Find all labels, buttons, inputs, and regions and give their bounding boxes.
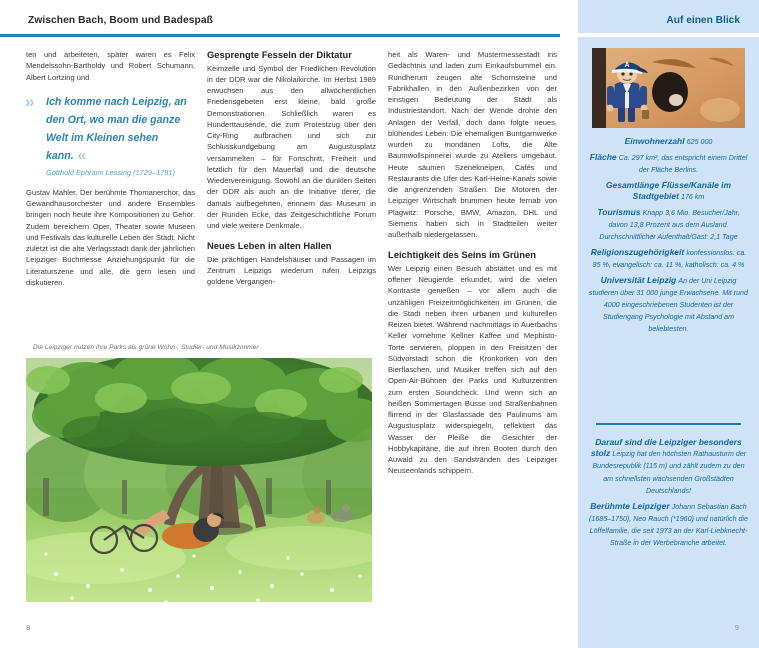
fact-item: [588, 207, 749, 244]
pull-quote: [26, 92, 195, 178]
column-3: [388, 49, 557, 477]
quote-close-chevron-icon: «: [77, 146, 85, 164]
header-rule: [0, 34, 560, 37]
fact-item: [588, 275, 749, 336]
fact-label: Tourismus: [597, 206, 641, 217]
fact-value: 176 km: [681, 192, 705, 201]
sidebar-panel: [578, 0, 759, 648]
page-number-left: 8: [26, 623, 31, 632]
fact-value: An der Uni Leipzig studieren über 31 000 junge Erwachsene. Mit rund 4000 eingeschriebenen Studenten ist der Studiengang Psychologie mit Abstand am beliebtesten.: [589, 276, 748, 334]
fact-item: [588, 437, 749, 497]
paragraph: Keimzelle und Symbol der Friedlichen Revolution in der DDR war die Nikolaikirche. Im Herbst 1989 erwuchsen aus den allwöchentlichen Friedensgebeten erst kleine, bald große Demonstrationen. Schließlich waren es Hunderttausende, die zum Protestzug über den City-Ring aufbrachen und sich zur Schlusskundgebung am Augustusplatz versammelten – für Fortschritt, Freiheit und letztlich für den Mauerfall und die deutsche Wiedervereinigung. Sowohl an die dunklen Seiten der DDR als auch an die Initiative derer, die damals aufbegehrten, erinnern das Museum in der Runden Ecke, das Zeitgeschichtliche Forum und viele weitere Denkmale.: [207, 63, 376, 230]
fact-label: Berühmte Leipziger: [590, 500, 670, 511]
figurine-photo: [592, 48, 745, 128]
fact-label: Fläche: [589, 151, 617, 162]
fact-value: Ca. 297 km², das entspricht einem Drittel der Fläche Berlins.: [618, 153, 748, 174]
park-photo: [26, 358, 372, 602]
fact-label: Einwohnerzahl: [624, 136, 685, 146]
section-heading: Leichtigkeit des Seins im Grünen: [388, 249, 536, 261]
facts-list-primary: [588, 136, 749, 339]
running-head: Zwischen Bach, Boom und Badespaß: [28, 15, 213, 26]
sidebar-divider-rule: [596, 423, 741, 425]
paragraph: ten und arbeiteten, später waren es Felix Mendelssohn-Bartholdy und Robert Schumann, Albert Lortzing und: [26, 50, 195, 82]
paragraph: Gustav Mahler. Der berühmte Thomanerchor, das Gewandhausorchester und andere Ensembles bringen noch heute ihre Kompositionen zu Gehör. Zudem bereichern Oper, Theater sowie Museen und Festivals das kulturelle Leben der Stadt. Nicht zuletzt ist die alte Verlagsstadt dank der jährlichen Leipziger Buchmesse Anziehungspunkt für die Literaturszene und alle, die gern lesen und diskutieren.: [26, 187, 195, 287]
svg-text:A: A: [624, 62, 630, 69]
fact-item: [588, 247, 749, 271]
fact-label: Darauf sind die Leipziger besonders stolz: [590, 437, 742, 459]
fact-label: Universität Leipzig: [600, 274, 677, 285]
paragraph: Wer Leipzig einen Besuch abstattet und es mit offener Neugierde erkundet, wird die vielen Kontraste genießen – vor allem auch die unzähligen Freizeitmöglichkeiten im Grünen, die die Stadt neben ihren urbanen und kulturellen Reizen bietet. Während nachmittags in Auerbachs Keller vornehme Kellner Kaffee und Mephisto-Torte servieren, ploppen in den Freisitzen der Südvorstadt schon die Kronkorken von den Bierflaschen, und Musiker treffen sich auf den Open-Air-Bühnen der Parks und Kulturzentren zum ersten Soundcheck. Und wenn sich an heißen Sommertagen Busse und Straßenbahnen flirrend in der Glasfassade des Paulinums am Augustusplatz widerspiegeln, reflektiert das Wasser der Pleiße die Gesichter der Hobbykapitäne, die auf ihren Booten durch den Auwald zu den Sandstränden des Leipziger Neuseenlands schippern.: [388, 263, 557, 476]
fact-value: Leipzig hat den höchsten Rathausturm der Bundesrepublik (115 m) und zählt zudem zu den am schnellsten wachsenden Großstädten Deutschlands!: [592, 450, 747, 495]
paragraph: heit als Waren- und Mustermessestadt ins Gedächtnis und laden zum Einkaufsbummel ein. Rundherum zeugen alte Schornsteine und Fabrikhallen in den Außenbezirken von der einstigen Bedeutung der Stadt als Industriestandort. Nach der Wende drohte den Anlagen der Verfall, doch dann folgte neues, blühendes Leben: Die ehemaligen Buntgarnwerke wurden zu mondänen Lofts, die Alte Baumwollspinnerei wurde zu Ateliers umgebaut. Heute säumen Szenekneipen, Cafés und Restaurants die Ufer des Karl-Heine-Kanals sowie die angrenzenden Straßen. Die Motoren der Leipziger Wirtschaft brummen heute fernab von Plagwitz: Porsche, BMW, Amazon, DHL und Siemens haben sich in Stadtteilen weiter außerhalb niedergelassen.: [388, 50, 557, 239]
fact-value: 625 000: [686, 138, 713, 146]
paragraph: Die prächtigen Handelshäuser und Passagen im Zentrum Leipzigs wiederum rufen Leipzigs goldene Vergangen-: [207, 254, 376, 287]
fact-item: [588, 180, 749, 203]
section-heading: Gesprengte Fesseln der Diktatur: [207, 49, 352, 60]
fact-item: [588, 136, 749, 148]
fact-label: Religionszugehörigkeit: [590, 246, 685, 257]
quote-open-chevron-icon: »: [25, 91, 33, 111]
pull-quote-text: Ich komme nach Leipzig, an den Ort, wo man die ganze Welt im Kleinen sehen kann.: [46, 95, 187, 162]
fact-item: [588, 152, 749, 176]
fact-value: Knapp 3,6 Mio. Besucher/Jahr, davon 13,8 Prozent aus dem Ausland. Durchschnittlicher Aufenthalt/Gast: 2,1 Tage: [599, 208, 740, 241]
sidebar-header-rule: [578, 33, 759, 37]
section-heading: Neues Leben in alten Hallen: [207, 240, 332, 252]
page-number-right: 9: [734, 623, 739, 632]
sidebar-title: Auf einen Blick: [666, 15, 740, 26]
photo-caption: Die Leipziger nutzen ihre Parks als grüne Wohn-, Studier- und Musikzimmer: [33, 344, 259, 351]
fact-value: Johann Sebastian Bach (1685–1750), Neo Rauch (*1960) und natürlich die Löffelfamilie, die seit 1973 an der Karl-Liebknecht-Straße in der Werbebranche arbeitet.: [589, 502, 748, 548]
pull-quote-attribution: Gotthold Ephraim Lessing (1729–1781): [46, 167, 176, 177]
fact-value: konfessionslos: ca. 85 %, evangelisch: ca. 11 %, katholisch: ca. 4 %: [592, 248, 747, 269]
fact-item: [588, 501, 749, 550]
fact-label: Gesamtlänge Flüsse/Kanäle im Stadtgebiet: [605, 179, 732, 201]
facts-list-secondary: [588, 437, 749, 553]
